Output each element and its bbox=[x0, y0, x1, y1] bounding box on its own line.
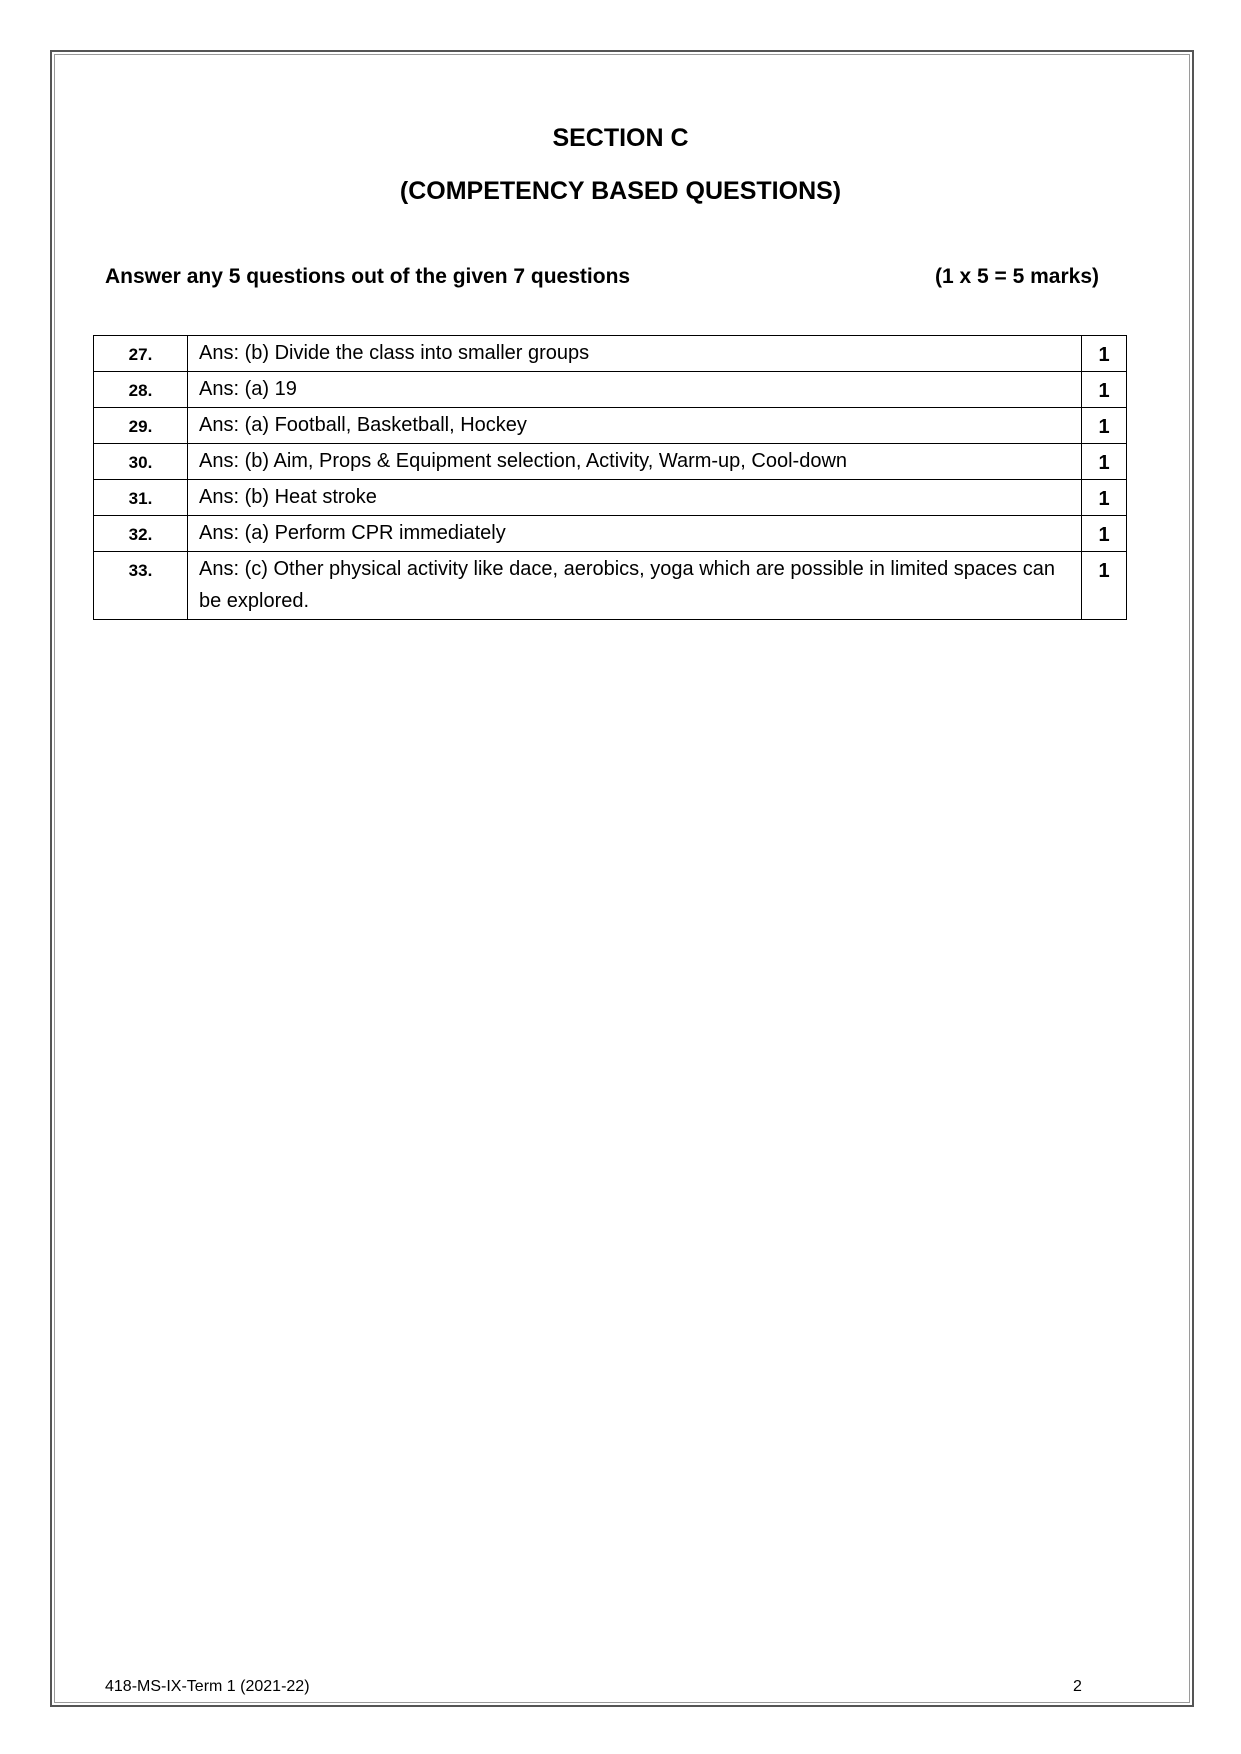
answer-text: Ans: (c) Other physical activity like dace, aerobics, yoga which are possible in limited spaces can be explored. bbox=[188, 552, 1082, 620]
answer-mark: 1 bbox=[1082, 516, 1127, 552]
answer-mark: 1 bbox=[1082, 552, 1127, 620]
table-row bbox=[94, 336, 1127, 372]
answer-table bbox=[93, 335, 1127, 620]
answer-text: Ans: (b) Heat stroke bbox=[188, 480, 1082, 516]
answer-text: Ans: (a) Football, Basketball, Hockey bbox=[188, 408, 1082, 444]
question-number: 31. bbox=[94, 480, 188, 516]
answer-text: Ans: (a) Perform CPR immediately bbox=[188, 516, 1082, 552]
marks-allocation: (1 x 5 = 5 marks) bbox=[934, 265, 1099, 288]
table-row bbox=[94, 480, 1127, 516]
answer-mark: 1 bbox=[1082, 372, 1127, 408]
answer-text: Ans: (a) 19 bbox=[188, 372, 1082, 408]
instruction-text: Answer any 5 questions out of the given 7 questions bbox=[105, 265, 631, 288]
question-number: 29. bbox=[94, 408, 188, 444]
answer-mark: 1 bbox=[1082, 444, 1127, 480]
document-code: 418-MS-IX-Term 1 (2021-22) bbox=[105, 1678, 310, 1695]
question-number: 27. bbox=[94, 336, 188, 372]
table-row bbox=[94, 372, 1127, 408]
section-subtitle: (COMPETENCY BASED QUESTIONS) bbox=[399, 177, 842, 205]
question-number: 32. bbox=[94, 516, 188, 552]
answer-mark: 1 bbox=[1082, 336, 1127, 372]
answer-text: Ans: (b) Aim, Props & Equipment selection, Activity, Warm-up, Cool-down bbox=[188, 444, 1082, 480]
table-row bbox=[94, 516, 1127, 552]
table-row bbox=[94, 552, 1127, 620]
section-title: SECTION C bbox=[552, 124, 689, 152]
question-number: 28. bbox=[94, 372, 188, 408]
question-number: 33. bbox=[94, 552, 188, 620]
question-number: 30. bbox=[94, 444, 188, 480]
page-number: 2 bbox=[1073, 1678, 1082, 1695]
answer-mark: 1 bbox=[1082, 480, 1127, 516]
answer-mark: 1 bbox=[1082, 408, 1127, 444]
table-row bbox=[94, 408, 1127, 444]
table-row bbox=[94, 444, 1127, 480]
page-border bbox=[50, 50, 1194, 1707]
answer-text: Ans: (b) Divide the class into smaller groups bbox=[188, 336, 1082, 372]
